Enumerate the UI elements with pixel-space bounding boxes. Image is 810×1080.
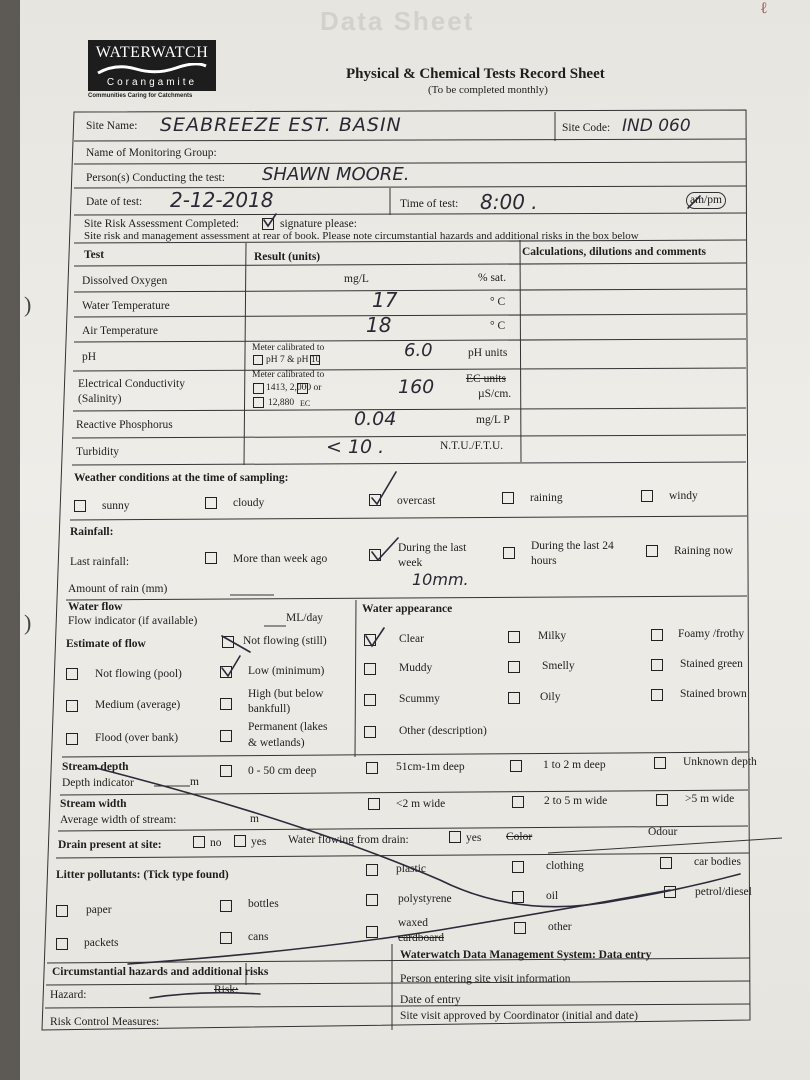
drain-flowing-yes-label: yes — [466, 832, 482, 844]
rain-amount-label: Amount of rain (mm) — [68, 583, 168, 595]
date-of-entry-label: Date of entry — [400, 994, 461, 1006]
cross-out-line — [96, 768, 740, 907]
ph-calibration-options: pH 7 & pH 10 — [266, 355, 321, 365]
col-result-header: Result (units) — [254, 251, 321, 263]
air-temp-label: Air Temperature — [82, 325, 158, 337]
other-appearance-label: Other (description) — [399, 725, 487, 737]
ph-unit: pH units — [468, 347, 508, 359]
pen-stroke — [150, 993, 260, 998]
faded-title: Data Sheet — [320, 6, 475, 36]
last-week-label-1: During the last — [398, 542, 467, 554]
bottles-label: bottles — [248, 898, 279, 910]
monitoring-group-label: Name of Monitoring Group: — [86, 147, 217, 159]
date-value[interactable]: 2-12-2018 — [170, 188, 274, 212]
medium-flow-label: Medium (average) — [95, 699, 181, 711]
risk-label: Risk: — [214, 984, 239, 996]
overcast-label: overcast — [397, 495, 436, 507]
ec-option-2-unit: EC — [300, 399, 311, 408]
packets-label: packets — [84, 937, 119, 949]
week-ago-label: More than week ago — [233, 553, 328, 565]
last-rainfall-label: Last rainfall: — [70, 556, 130, 568]
stream-depth-heading: Stream depth — [62, 761, 129, 773]
turbidity-value[interactable]: < 10 . — [326, 436, 385, 458]
ampm-selector[interactable]: am/pm — [686, 192, 726, 209]
phosphorus-label: Reactive Phosphorus — [76, 419, 173, 431]
sunny-label: sunny — [102, 500, 130, 512]
time-value[interactable]: 8:00 . — [480, 190, 538, 214]
margin-pen-mark: ) — [24, 292, 32, 317]
petrol-diesel-label: petrol/diesel — [695, 886, 752, 898]
person-label: Person(s) Conducting the test: — [86, 172, 225, 184]
high-flow-label-1: High (but below — [248, 688, 324, 700]
cloudy-label: cloudy — [233, 497, 265, 509]
other-litter-label: other — [548, 921, 572, 933]
ec-option-2: 12,880 — [268, 398, 295, 408]
depth-51-1-label: 51cm-1m deep — [396, 761, 465, 773]
logo-title: WATERWATCH — [95, 44, 209, 61]
drain-present-label: Drain present at site: — [58, 839, 162, 851]
depth-0-50-label: 0 - 50 cm deep — [248, 765, 317, 777]
risk-note: Site risk and management assessment at rear of book. Please note circumstantial hazards and additional risks in the box below — [84, 230, 639, 242]
high-flow-label-2: bankfull) — [248, 703, 291, 715]
ec-value[interactable]: 160 — [398, 376, 435, 398]
risk-signature-label: signature please: — [280, 218, 357, 230]
depth-indicator-unit: m — [190, 776, 199, 788]
water-temp-label: Water Temperature — [82, 300, 170, 312]
depth-unknown-label: Unknown depth — [683, 756, 757, 768]
paper-label: paper — [86, 904, 112, 916]
drain-yes-label: yes — [251, 836, 267, 848]
dissolved-oxygen-label: Dissolved Oxygen — [82, 275, 168, 287]
turbidity-unit: N.T.U./F.T.U. — [440, 440, 504, 452]
turbidity-label: Turbidity — [76, 446, 120, 458]
stained-brown-label: Stained brown — [680, 688, 747, 700]
coordinator-approval-label: Site visit approved by Coordinator (initial and date) — [400, 1010, 638, 1022]
oily-label: Oily — [540, 691, 561, 703]
pen-stroke — [688, 196, 700, 208]
width-gt5-label: >5 m wide — [685, 793, 735, 805]
raining-label: raining — [530, 492, 563, 504]
tick-mark — [222, 656, 240, 676]
color-label: Color — [506, 831, 533, 843]
water-temp-unit: ° C — [490, 296, 506, 308]
stream-width-heading: Stream width — [60, 798, 127, 810]
ec-label-salinity: (Salinity) — [78, 393, 122, 405]
clear-label: Clear — [399, 633, 424, 645]
odour-label: Odour — [648, 826, 678, 838]
do-unit-sat: % sat. — [478, 272, 507, 284]
raining-now-label: Raining now — [674, 545, 734, 557]
permanent-label-1: Permanent (lakes — [248, 721, 328, 733]
water-flow-heading: Water flow — [68, 601, 123, 613]
tick-mark — [372, 538, 398, 560]
average-width-unit: m — [250, 813, 259, 825]
tick-mark — [366, 628, 384, 646]
not-flowing-still-label: Not flowing (still) — [243, 635, 327, 647]
flood-label: Flood (over bank) — [95, 732, 179, 744]
water-appearance-heading: Water appearance — [362, 603, 453, 615]
last-24h-label-1: During the last 24 — [531, 540, 614, 552]
flow-indicator-label: Flow indicator (if available) — [68, 615, 198, 627]
drain-flowing-label: Water flowing from drain: — [288, 834, 409, 846]
risk-control-label: Risk Control Measures: — [50, 1016, 160, 1028]
stained-green-label: Stained green — [680, 658, 743, 670]
scummy-label: Scummy — [399, 693, 440, 705]
milky-label: Milky — [538, 630, 567, 642]
low-flow-label: Low (minimum) — [248, 665, 325, 677]
pen-stroke — [222, 636, 250, 652]
margin-pen-mark: ) — [24, 610, 32, 635]
waxed-label-1: waxed — [398, 917, 429, 929]
depth-indicator-label: Depth indicator — [62, 777, 134, 789]
time-label: Time of test: — [400, 198, 459, 210]
ec-unit-ec: EC units — [466, 373, 506, 385]
width-lt2-label: <2 m wide — [396, 798, 446, 810]
data-entry-heading: Waterwatch Data Management System: Data entry — [400, 949, 652, 961]
weather-heading: Weather conditions at the time of sampling: — [74, 472, 289, 484]
plastic-label: plastic — [396, 863, 427, 875]
drain-no-label: no — [210, 837, 222, 849]
site-name-value[interactable]: SEABREEZE EST. BASIN — [160, 114, 402, 136]
do-unit-mgl: mg/L — [344, 273, 369, 285]
flow-estimate-heading: Estimate of flow — [66, 638, 146, 650]
rain-amount-value[interactable]: 10mm. — [412, 570, 469, 589]
tick-mark — [372, 472, 396, 504]
site-code-value[interactable]: IND 060 — [622, 116, 691, 136]
air-temp-unit: ° C — [490, 320, 506, 332]
oil-label: oil — [546, 890, 559, 902]
last-week-label-2: week — [398, 557, 423, 569]
smelly-label: Smelly — [542, 660, 575, 672]
site-code-label: Site Code: — [562, 122, 611, 134]
phosphorus-unit: mg/L P — [476, 414, 510, 426]
page-title: Physical & Chemical Tests Record Sheet — [346, 66, 605, 82]
risk-assessment-label: Site Risk Assessment Completed: — [84, 218, 239, 230]
ec-label: Electrical Conductivity — [78, 378, 185, 390]
cross-out-line — [128, 890, 670, 964]
average-width-label: Average width of stream: — [60, 814, 177, 826]
ec-calibration-label: Meter calibrated to — [252, 370, 325, 380]
clothing-label: clothing — [546, 860, 584, 872]
not-flowing-pool-label: Not flowing (pool) — [95, 668, 182, 680]
col-test-header: Test — [84, 249, 105, 261]
air-temp-value[interactable]: 18 — [366, 313, 392, 337]
foamy-label: Foamy /frothy — [678, 628, 745, 640]
logo-tagline: Communities Caring for Catchments — [88, 93, 193, 99]
width-2-5-label: 2 to 5 m wide — [544, 795, 608, 807]
windy-label: windy — [669, 490, 698, 502]
tick-mark — [264, 214, 276, 226]
flow-indicator-unit: ML/day — [286, 612, 324, 624]
person-entering-label: Person entering site visit information — [400, 973, 571, 985]
cans-label: cans — [248, 931, 269, 943]
ec-option-1: 1413, 2,000 or — [266, 383, 322, 393]
permanent-label-2: & wetlands) — [248, 737, 305, 749]
phosphorus-value[interactable]: 0.04 — [354, 408, 397, 430]
page-subtitle: (To be completed monthly) — [428, 84, 548, 96]
car-bodies-label: car bodies — [694, 856, 741, 868]
litter-heading: Litter pollutants: (Tick type found) — [56, 869, 229, 881]
polystyrene-label: polystyrene — [398, 893, 452, 905]
rainfall-heading: Rainfall: — [70, 526, 114, 538]
last-24h-label-2: hours — [531, 555, 557, 567]
logo-region: Corangamite — [106, 77, 198, 88]
date-label: Date of test: — [86, 196, 143, 208]
water-temp-value[interactable]: 17 — [372, 288, 398, 312]
ph-value[interactable]: 6.0 — [404, 340, 433, 361]
muddy-label: Muddy — [399, 662, 433, 674]
corner-pen-mark: ℓ — [760, 0, 768, 17]
hazard-label: Hazard: — [50, 989, 87, 1001]
person-value[interactable]: SHAWN MOORE. — [262, 164, 410, 185]
ec-unit-us: µS/cm. — [478, 388, 512, 400]
circumstantial-heading: Circumstantial hazards and additional risks — [52, 966, 269, 978]
ph-calibration-label: Meter calibrated to — [252, 343, 325, 353]
site-name-label: Site Name: — [86, 120, 138, 132]
ph-label: pH — [82, 351, 97, 363]
depth-1-2-label: 1 to 2 m deep — [543, 759, 606, 771]
col-calc-header: Calculations, dilutions and comments — [522, 246, 707, 258]
waxed-label-2: cardboard — [398, 932, 444, 944]
